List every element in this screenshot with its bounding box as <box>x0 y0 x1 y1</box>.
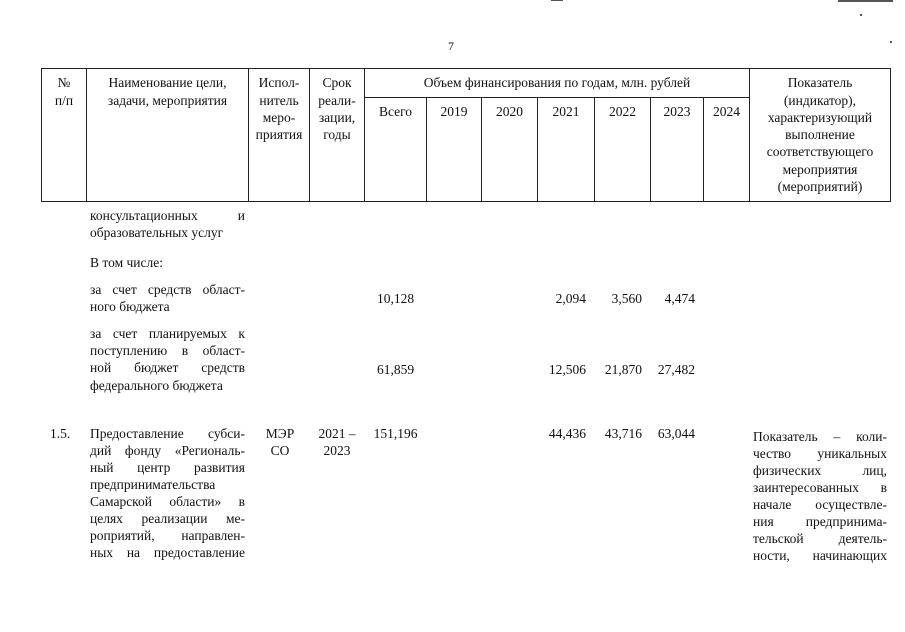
cell-text: за счет средств област- <box>90 282 245 297</box>
cell-text: роприятий, направлен- <box>90 528 245 543</box>
including-label: В том числе: <box>90 255 163 270</box>
cell-text: ного бюджета <box>90 299 170 314</box>
cell-2022: 43,716 <box>604 426 642 441</box>
grid-line <box>890 68 891 202</box>
scan-mark <box>890 41 892 43</box>
cell-indicator: ния предпринима- <box>753 514 887 529</box>
header-text: Испол- <box>258 75 300 90</box>
cell-indicator: заинтересованных в <box>753 480 887 495</box>
cell-2021: 2,094 <box>555 291 586 306</box>
cell-indicator: физических лиц, <box>753 463 887 478</box>
cell-indicator: тельской деятель- <box>753 531 887 546</box>
cell-indicator: чество уникальных <box>753 446 887 461</box>
cell-text: Самарской области» в <box>90 494 245 509</box>
cell-text: целях реализации ме- <box>90 511 245 526</box>
cell-indicator: Показатель – коли- <box>753 429 887 444</box>
scan-mark <box>551 0 563 1</box>
header-text: соответствующего <box>766 144 874 159</box>
cell-2021: 12,506 <box>548 362 586 377</box>
header-funding: Объем финансирования по годам, млн. рублей <box>423 75 691 90</box>
table-header-bottom-border <box>41 201 891 202</box>
cell-2023: 27,482 <box>657 362 695 377</box>
cell-indicator: ности, начинающих <box>753 548 887 563</box>
header-text: меро- <box>262 110 296 125</box>
header-text: реали- <box>318 93 356 108</box>
cell-text: за счет планируемых к <box>90 326 245 341</box>
header-text: (индикатор), <box>783 93 857 108</box>
header-year-2024: 2024 <box>713 104 740 119</box>
header-year-2021: 2021 <box>552 104 580 119</box>
cell-text: поступлению в област- <box>90 343 245 358</box>
cell-text: консультационных и <box>90 208 245 223</box>
scan-mark <box>838 0 893 2</box>
cell-executor: СО <box>270 443 290 458</box>
header-text: Показатель <box>787 75 853 90</box>
table-top-border <box>41 68 891 69</box>
header-year-2022: 2022 <box>609 104 636 119</box>
cell-total: 61,859 <box>376 362 415 377</box>
cell-text: Предоставление субси- <box>90 426 245 441</box>
header-text: задачи, мероприятия <box>107 93 228 108</box>
header-year-2023: 2023 <box>663 104 691 119</box>
header-text: Срок <box>322 75 352 90</box>
cell-2022: 21,870 <box>604 362 642 377</box>
page-number: 7 <box>448 39 454 53</box>
cell-2023: 63,044 <box>657 426 695 441</box>
header-col-total: Всего <box>378 104 413 119</box>
cell-text: образовательных услуг <box>90 225 224 240</box>
header-text: характеризующий <box>767 110 873 125</box>
header-text: зации, <box>318 110 356 125</box>
header-year-2020: 2020 <box>496 104 523 119</box>
header-text: п/п <box>54 93 74 108</box>
cell-2022: 3,560 <box>611 291 642 306</box>
cell-text: ный центр развития <box>90 460 245 475</box>
header-text: выполнение <box>785 127 855 142</box>
header-text: Наименование цели, <box>108 75 227 90</box>
header-text: мероприятия <box>782 162 858 177</box>
header-text: (мероприятий) <box>777 179 863 194</box>
cell-2021: 44,436 <box>548 426 586 441</box>
cell-term: 2023 <box>323 443 351 458</box>
cell-indicator: начале осуществле- <box>753 497 887 512</box>
header-text: № <box>57 75 71 90</box>
cell-term: 2021 – <box>318 426 356 441</box>
cell-text: федерального бюджета <box>90 378 223 393</box>
header-year-2019: 2019 <box>440 104 468 119</box>
cell-text: дий фонду «Региональ- <box>90 443 245 458</box>
header-text: приятия <box>255 127 303 142</box>
cell-text: ных на предоставление <box>90 545 245 560</box>
cell-number: 1.5. <box>50 426 71 441</box>
cell-2023: 4,474 <box>664 291 695 306</box>
cell-total: 151,196 <box>373 426 418 441</box>
scan-mark <box>860 14 862 16</box>
cell-executor: МЭР <box>265 426 295 441</box>
cell-total: 10,128 <box>376 291 415 306</box>
cell-text: ной бюджет средств <box>90 360 245 375</box>
header-text: нитель <box>259 93 299 108</box>
funding-subheader-line <box>364 97 749 98</box>
cell-text: предпринимательства <box>90 477 216 492</box>
header-text: годы <box>323 127 351 142</box>
